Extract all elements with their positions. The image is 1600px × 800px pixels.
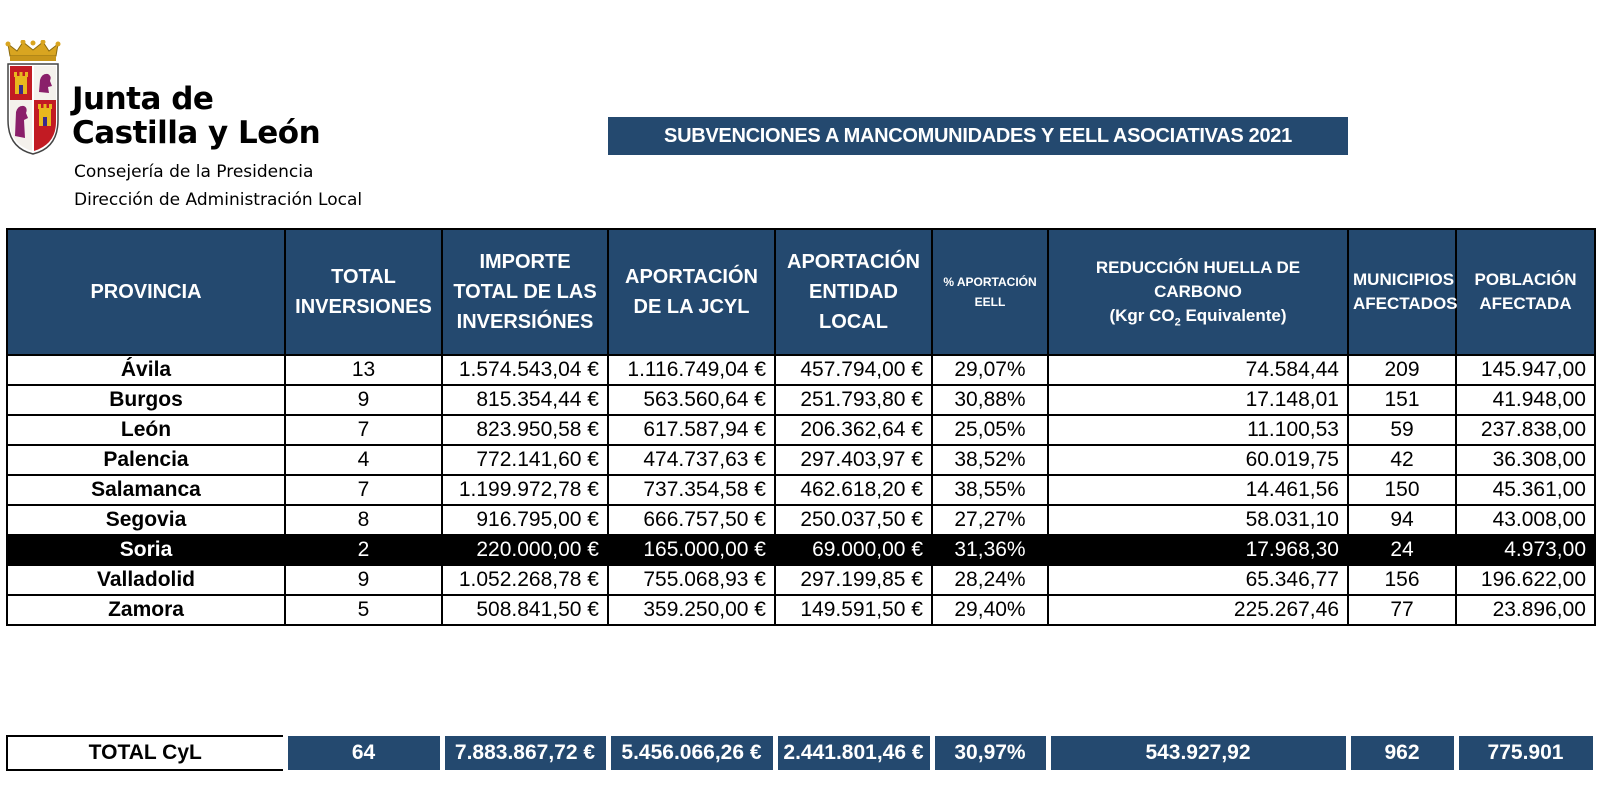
cell-reduccion-huella: 60.019,75: [1048, 445, 1348, 475]
cell-reduccion-huella: 58.031,10: [1048, 505, 1348, 535]
org-name-line1: Junta de: [72, 81, 214, 117]
cell-provincia: Zamora: [7, 595, 285, 625]
total-cell: 5.456.066,26 €: [608, 736, 775, 770]
cell-aportacion-entidad: 462.618,20 €: [775, 475, 932, 505]
cell-importe-total: 772.141,60 €: [442, 445, 608, 475]
cell-pct-aportacion: 29,07%: [932, 355, 1048, 385]
table-row: [7, 565, 1595, 595]
cell-reduccion-huella: 14.461,56: [1048, 475, 1348, 505]
cell-total-inversiones: 2: [285, 535, 442, 565]
reduccion-line2-pre: (Kgr CO: [1109, 306, 1175, 325]
cell-pct-aportacion: 38,55%: [932, 475, 1048, 505]
cell-provincia: León: [7, 415, 285, 445]
column-header-importe-total: IMPORTE TOTAL DE LAS INVERSIÓNES: [442, 229, 608, 355]
castilla-leon-coat-of-arms-icon: [4, 40, 62, 158]
total-cell: 30,97%: [932, 736, 1048, 770]
column-header-aportacion-entidad: APORTACIÓN ENTIDAD LOCAL: [775, 229, 932, 355]
subsidies-table: [6, 228, 1596, 626]
column-header-total-inversiones: TOTAL INVERSIONES: [285, 229, 442, 355]
table-row: [7, 415, 1595, 445]
cell-reduccion-huella: 65.346,77: [1048, 565, 1348, 595]
total-label: TOTAL CyL: [7, 736, 285, 770]
cell-total-inversiones: 13: [285, 355, 442, 385]
cell-pct-aportacion: 28,24%: [932, 565, 1048, 595]
cell-aportacion-jcyl: 165.000,00 €: [608, 535, 775, 565]
total-cell: 775.901: [1456, 736, 1595, 770]
cell-pct-aportacion: 27,27%: [932, 505, 1048, 535]
cell-poblacion: 145.947,00: [1456, 355, 1595, 385]
cell-pct-aportacion: 31,36%: [932, 535, 1048, 565]
cell-aportacion-entidad: 297.199,85 €: [775, 565, 932, 595]
cell-aportacion-jcyl: 666.757,50 €: [608, 505, 775, 535]
table-row: [7, 475, 1595, 505]
reduccion-line2-post: Equivalente): [1180, 306, 1287, 325]
cell-aportacion-entidad: 251.793,80 €: [775, 385, 932, 415]
cell-aportacion-entidad: 457.794,00 €: [775, 355, 932, 385]
cell-pct-aportacion: 29,40%: [932, 595, 1048, 625]
total-row: [7, 736, 1595, 770]
cell-aportacion-jcyl: 359.250,00 €: [608, 595, 775, 625]
cell-pct-aportacion: 38,52%: [932, 445, 1048, 475]
cell-pct-aportacion: 30,88%: [932, 385, 1048, 415]
cell-importe-total: 916.795,00 €: [442, 505, 608, 535]
cell-provincia: Soria: [7, 535, 285, 565]
cell-poblacion: 23.896,00: [1456, 595, 1595, 625]
total-cell: 962: [1348, 736, 1456, 770]
cell-total-inversiones: 7: [285, 475, 442, 505]
table-row: [7, 445, 1595, 475]
cell-total-inversiones: 5: [285, 595, 442, 625]
cell-poblacion: 43.008,00: [1456, 505, 1595, 535]
org-name: [72, 82, 320, 150]
cell-aportacion-jcyl: 755.068,93 €: [608, 565, 775, 595]
cell-aportacion-entidad: 69.000,00 €: [775, 535, 932, 565]
cell-provincia: Segovia: [7, 505, 285, 535]
cell-total-inversiones: 4: [285, 445, 442, 475]
cell-poblacion: 36.308,00: [1456, 445, 1595, 475]
cell-municipios: 156: [1348, 565, 1456, 595]
table-body: [7, 355, 1595, 625]
cell-provincia: Burgos: [7, 385, 285, 415]
cell-aportacion-entidad: 206.362,64 €: [775, 415, 932, 445]
cell-reduccion-huella: 11.100,53: [1048, 415, 1348, 445]
cell-reduccion-huella: 74.584,44: [1048, 355, 1348, 385]
cell-total-inversiones: 8: [285, 505, 442, 535]
total-cell: 2.441.801,46 €: [775, 736, 932, 770]
cell-municipios: 24: [1348, 535, 1456, 565]
cell-total-inversiones: 9: [285, 565, 442, 595]
table-row: [7, 505, 1595, 535]
cell-municipios: 59: [1348, 415, 1456, 445]
cell-total-inversiones: 7: [285, 415, 442, 445]
cell-reduccion-huella: 17.968,30: [1048, 535, 1348, 565]
cell-importe-total: 823.950,58 €: [442, 415, 608, 445]
column-header-poblacion: POBLACIÓN AFECTADA: [1456, 229, 1595, 355]
cell-importe-total: 220.000,00 €: [442, 535, 608, 565]
total-cell: 543.927,92: [1048, 736, 1348, 770]
cell-municipios: 150: [1348, 475, 1456, 505]
total-cell: 7.883.867,72 €: [442, 736, 608, 770]
page-title: SUBVENCIONES A MANCOMUNIDADES Y EELL ASOCIATIVAS 2021: [608, 117, 1348, 155]
cell-aportacion-jcyl: 474.737,63 €: [608, 445, 775, 475]
cell-aportacion-jcyl: 563.560,64 €: [608, 385, 775, 415]
cell-reduccion-huella: 225.267,46: [1048, 595, 1348, 625]
cell-poblacion: 45.361,00: [1456, 475, 1595, 505]
cell-importe-total: 1.052.268,78 €: [442, 565, 608, 595]
cell-provincia: Ávila: [7, 355, 285, 385]
table-row: [7, 385, 1595, 415]
department-label: Consejería de la Presidencia: [74, 162, 314, 182]
table-row: [7, 355, 1595, 385]
cell-poblacion: 4.973,00: [1456, 535, 1595, 565]
cell-municipios: 209: [1348, 355, 1456, 385]
cell-provincia: Salamanca: [7, 475, 285, 505]
column-header-municipios: MUNICIPIOS AFECTADOS: [1348, 229, 1456, 355]
table-row: [7, 595, 1595, 625]
cell-poblacion: 196.622,00: [1456, 565, 1595, 595]
cell-aportacion-entidad: 149.591,50 €: [775, 595, 932, 625]
cell-municipios: 42: [1348, 445, 1456, 475]
total-cell: 64: [285, 736, 442, 770]
cell-provincia: Valladolid: [7, 565, 285, 595]
cell-provincia: Palencia: [7, 445, 285, 475]
cell-total-inversiones: 9: [285, 385, 442, 415]
reduccion-line2-sub: 2: [1174, 316, 1181, 329]
column-header-aportacion-jcyl: APORTACIÓN DE LA JCYL: [608, 229, 775, 355]
cell-municipios: 94: [1348, 505, 1456, 535]
cell-importe-total: 1.199.972,78 €: [442, 475, 608, 505]
org-name-line2: Castilla y León: [72, 115, 321, 151]
reduccion-line1: REDUCCIÓN HUELLA DE CARBONO: [1095, 258, 1301, 301]
cell-aportacion-entidad: 297.403,97 €: [775, 445, 932, 475]
table-row: [7, 535, 1595, 565]
cell-importe-total: 508.841,50 €: [442, 595, 608, 625]
cell-reduccion-huella: 17.148,01: [1048, 385, 1348, 415]
cell-aportacion-jcyl: 617.587,94 €: [608, 415, 775, 445]
directorate-label: Dirección de Administración Local: [74, 190, 363, 210]
cell-aportacion-jcyl: 1.116.749,04 €: [608, 355, 775, 385]
cell-poblacion: 237.838,00: [1456, 415, 1595, 445]
column-header-pct-aportacion: % APORTACIÓN EELL: [932, 229, 1048, 355]
cell-municipios: 77: [1348, 595, 1456, 625]
cell-aportacion-entidad: 250.037,50 €: [775, 505, 932, 535]
column-header-provincia: PROVINCIA: [7, 229, 285, 355]
cell-importe-total: 1.574.543,04 €: [442, 355, 608, 385]
cell-aportacion-jcyl: 737.354,58 €: [608, 475, 775, 505]
cell-importe-total: 815.354,44 €: [442, 385, 608, 415]
total-row-table: [6, 735, 1598, 771]
cell-poblacion: 41.948,00: [1456, 385, 1595, 415]
cell-pct-aportacion: 25,05%: [932, 415, 1048, 445]
column-header-reduccion-huella: [1048, 229, 1348, 355]
cell-municipios: 151: [1348, 385, 1456, 415]
table-header-row: [7, 229, 1595, 355]
